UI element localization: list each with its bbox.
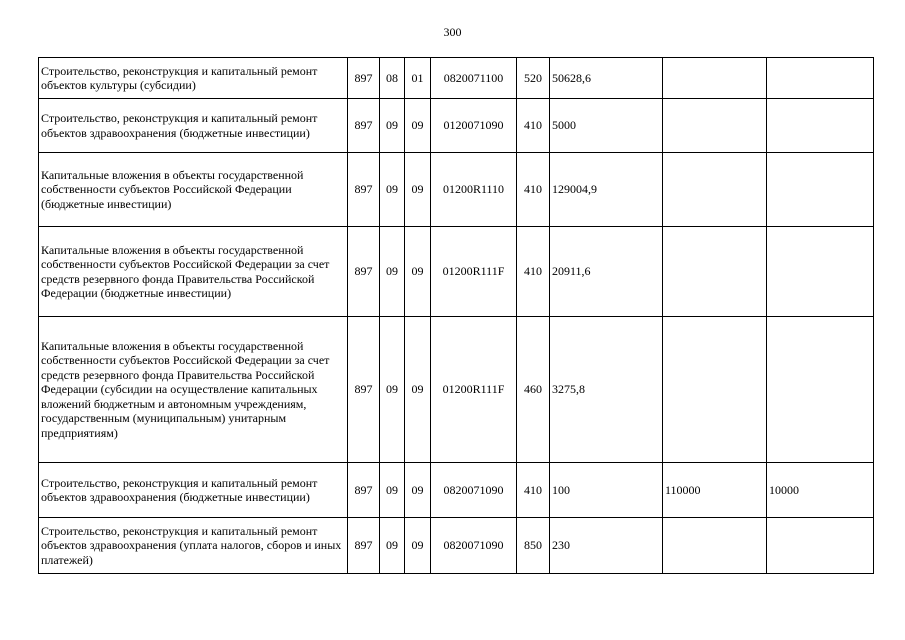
amount-cell-3: 10000 xyxy=(767,463,874,518)
amount-cell-2 xyxy=(663,317,767,463)
section-code-cell: 09 xyxy=(380,317,405,463)
target-article-cell: 0820071090 xyxy=(431,518,517,574)
table-row xyxy=(39,99,874,153)
target-article-cell: 01200R1110 xyxy=(431,153,517,227)
target-article-cell: 01200R111F xyxy=(431,317,517,463)
amount-cell: 129004,9 xyxy=(550,153,663,227)
table-row xyxy=(39,463,874,518)
subsection-code-cell: 01 xyxy=(405,58,431,99)
amount-cell-2 xyxy=(663,153,767,227)
section-code-cell: 09 xyxy=(380,153,405,227)
amount-cell-2: 110000 xyxy=(663,463,767,518)
amount-cell: 20911,6 xyxy=(550,227,663,317)
expense-type-cell: 520 xyxy=(517,58,550,99)
amount-cell-3 xyxy=(767,518,874,574)
target-article-cell: 0120071090 xyxy=(431,99,517,153)
target-article-cell: 0820071100 xyxy=(431,58,517,99)
table-row xyxy=(39,317,874,463)
amount-cell-2 xyxy=(663,58,767,99)
subsection-code-cell: 09 xyxy=(405,317,431,463)
grbs-code-cell: 897 xyxy=(348,317,380,463)
subsection-code-cell: 09 xyxy=(405,99,431,153)
amount-cell-3 xyxy=(767,153,874,227)
amount-cell-3 xyxy=(767,227,874,317)
amount-cell: 230 xyxy=(550,518,663,574)
expense-type-cell: 410 xyxy=(517,227,550,317)
amount-cell-3 xyxy=(767,317,874,463)
expense-name-cell: Строительство, реконструкция и капитальный ремонт объектов здравоохранения (бюджетные инвестиции) xyxy=(39,463,348,518)
amount-cell-2 xyxy=(663,227,767,317)
expense-type-cell: 460 xyxy=(517,317,550,463)
amount-cell-2 xyxy=(663,99,767,153)
expense-type-cell: 850 xyxy=(517,518,550,574)
grbs-code-cell: 897 xyxy=(348,518,380,574)
section-code-cell: 09 xyxy=(380,99,405,153)
expense-type-cell: 410 xyxy=(517,99,550,153)
amount-cell: 3275,8 xyxy=(550,317,663,463)
amount-cell-2 xyxy=(663,518,767,574)
table-row xyxy=(39,58,874,99)
target-article-cell: 0820071090 xyxy=(431,463,517,518)
subsection-code-cell: 09 xyxy=(405,153,431,227)
expense-type-cell: 410 xyxy=(517,463,550,518)
subsection-code-cell: 09 xyxy=(405,227,431,317)
table-row xyxy=(39,153,874,227)
expense-name-cell: Капитальные вложения в объекты государственной собственности субъектов Российской Федерации за счет средств резервного фонда Правительства Российской Федерации (субсидии на осуществление капитальных вложений бюджетным и автономным учреждениям, государственным (муниципальным) унитарным предприятиям) xyxy=(39,317,348,463)
amount-cell: 100 xyxy=(550,463,663,518)
amount-cell: 5000 xyxy=(550,99,663,153)
expense-name-cell: Строительство, реконструкция и капитальный ремонт объектов культуры (субсидии) xyxy=(39,58,348,99)
amount-cell-3 xyxy=(767,58,874,99)
section-code-cell: 08 xyxy=(380,58,405,99)
expense-type-cell: 410 xyxy=(517,153,550,227)
expense-name-cell: Капитальные вложения в объекты государственной собственности субъектов Российской Федерации за счет средств резервного фонда Правительства Российской Федерации (бюджетные инвестиции) xyxy=(39,227,348,317)
grbs-code-cell: 897 xyxy=(348,58,380,99)
section-code-cell: 09 xyxy=(380,518,405,574)
subsection-code-cell: 09 xyxy=(405,518,431,574)
grbs-code-cell: 897 xyxy=(348,227,380,317)
table-row xyxy=(39,227,874,317)
amount-cell-3 xyxy=(767,99,874,153)
page-number: 300 xyxy=(443,25,462,39)
expense-name-cell: Капитальные вложения в объекты государственной собственности субъектов Российской Федерации (бюджетные инвестиции) xyxy=(39,153,348,227)
subsection-code-cell: 09 xyxy=(405,463,431,518)
budget-table xyxy=(38,57,874,574)
target-article-cell: 01200R111F xyxy=(431,227,517,317)
section-code-cell: 09 xyxy=(380,227,405,317)
grbs-code-cell: 897 xyxy=(348,99,380,153)
expense-name-cell: Строительство, реконструкция и капитальный ремонт объектов здравоохранения (уплата налогов, сборов и иных платежей) xyxy=(39,518,348,574)
amount-cell: 50628,6 xyxy=(550,58,663,99)
expense-name-cell: Строительство, реконструкция и капитальный ремонт объектов здравоохранения (бюджетные инвестиции) xyxy=(39,99,348,153)
grbs-code-cell: 897 xyxy=(348,153,380,227)
table-row xyxy=(39,518,874,574)
grbs-code-cell: 897 xyxy=(348,463,380,518)
section-code-cell: 09 xyxy=(380,463,405,518)
